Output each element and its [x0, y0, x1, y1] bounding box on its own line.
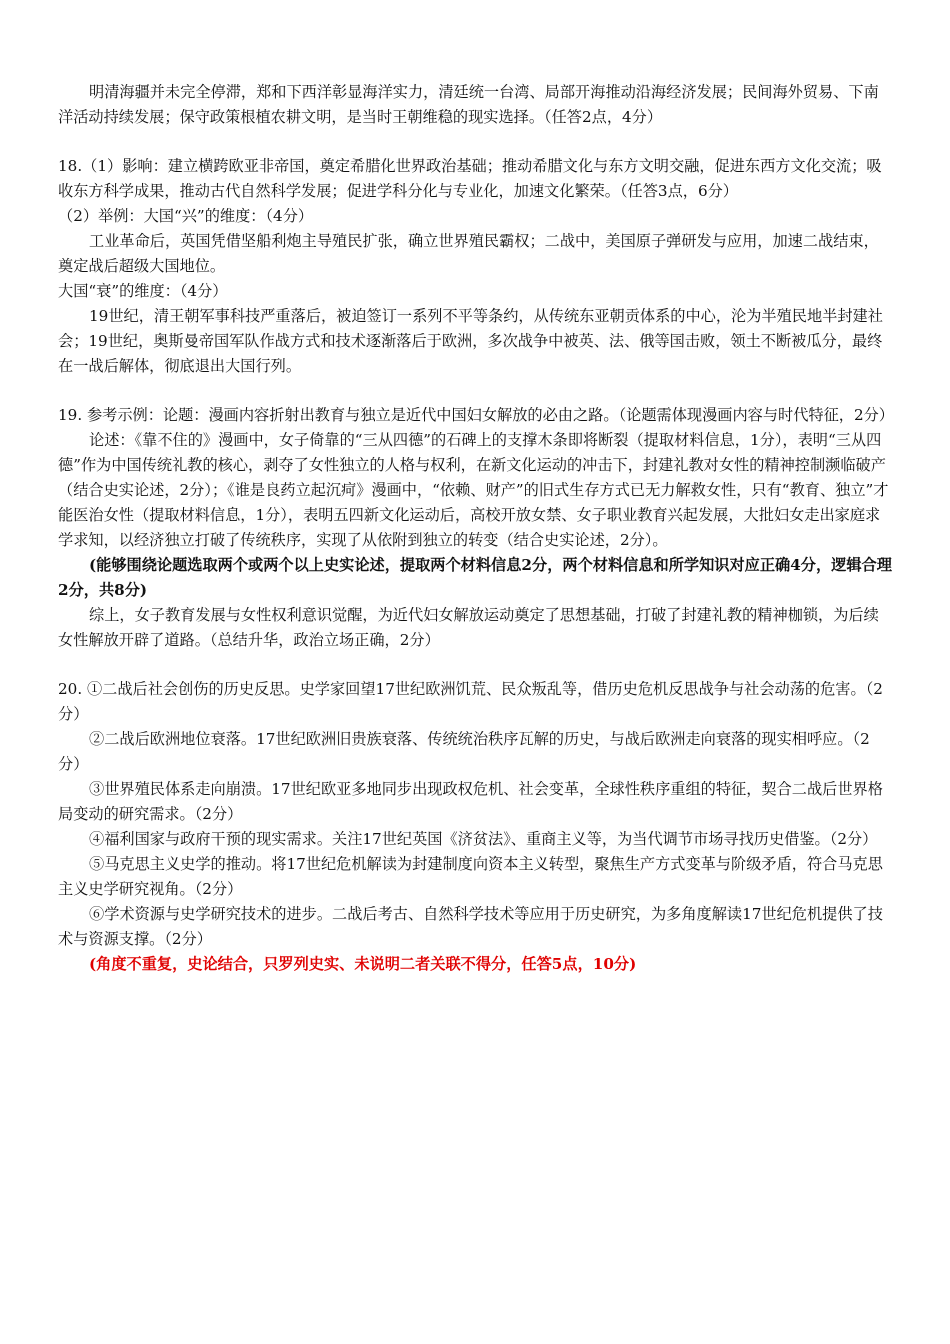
section19-argument: 论述：《靠不住的》漫画中，女子倚靠的“三从四德”的石碑上的支撑木条即将断裂（提取材料信息，1分），表明“三从四德”作为中国传统礼教的核心，剥夺了女性独立的人格与权利，在新文化运动的冲击下，封建礼教对女性的精神控制濒临破产（结合史实论述，2分）；《谁是良药立起沉疴》漫画中，“依赖、财产”的旧式生存方式已无力解救女性，只有“教育、独立”才能医治女性（提取材料信息，1分），表明五四新文化运动后，高校开放女禁、女子职业教育兴起发展，大批妇女走出家庭求学求知，以经济独立打破了传统秩序，实现了从依附到独立的转变（结合史实论述，2分）。: [58, 431, 889, 549]
section20-point2: ②二战后欧洲地位衰落。17世纪欧洲旧贵族衰落、传统统治秩序瓦解的历史，与战后欧洲走向衰落的现实相呼应。（2分）: [58, 730, 870, 773]
section20-point5: ⑤马克思主义史学的推动。将17世纪危机解读为封建制度向资本主义转型，聚焦生产方式变革与阶级矛盾，符合马克思主义史学研究视角。（2分）: [58, 855, 883, 898]
section20-point3: ③世界殖民体系走向崩溃。17世纪欧亚多地同步出现政权危机、社会变革，全球性秩序重组的特征，契合二战后世界格局变动的研究需求。（2分）: [58, 780, 883, 823]
answer-document: [58, 80, 892, 977]
section17-paragraph: 明清海疆并未完全停滞，郑和下西洋彰显海洋实力，清廷统一台湾、局部开海推动沿海经济发展；民间海外贸易、下南洋活动持续发展；保守政策根植农耕文明，是当时王朝维稳的现实选择。（任答2点，4分）: [58, 83, 879, 126]
section19-scoring-note: (能够围绕论题选取两个或两个以上史实论述，提取两个材料信息2分，两个材料信息和所学知识对应正确4分，逻辑合理2分，共8分): [58, 556, 892, 599]
section20-point4: ④福利国家与政府干预的现实需求。关注17世纪英国《济贫法》、重商主义等，为当代调节市场寻找历史借鉴。（2分）: [89, 830, 878, 848]
section20-scoring-note: (角度不重复，史论结合，只罗列史实、未说明二者关联不得分，任答5点，10分): [89, 955, 637, 973]
section18-part2-heading: （2）举例：大国“兴”的维度：（4分）: [58, 207, 314, 225]
spacer: [58, 130, 892, 154]
section18-rise-example: 工业革命后，英国凭借坚船利炮主导殖民扩张，确立世界殖民霸权；二战中，美国原子弹研发与应用，加速二战结束，奠定战后超级大国地位。: [58, 232, 879, 275]
section18-part1: 18.（1）影响：建立横跨欧亚非帝国，奠定希腊化世界政治基础；推动希腊文化与东方文明交融，促进东西方文化交流；吸收东方科学成果，推动古代自然科学发展；促进学科分化与专业化，加速文化繁荣。（任答3点，6分）: [58, 157, 882, 200]
spacer: [58, 653, 892, 677]
section19-conclusion: 综上，女子教育发展与女性权利意识觉醒，为近代妇女解放运动奠定了思想基础，打破了封建礼教的精神枷锁，为后续女性解放开辟了道路。（总结升华，政治立场正确，2分）: [58, 606, 879, 649]
section19-thesis: 19. 参考示例：论题：漫画内容折射出教育与独立是近代中国妇女解放的必由之路。（论题需体现漫画内容与时代特征，2分）: [58, 406, 894, 424]
section20-point1: 20. ①二战后社会创伤的历史反思。史学家回望17世纪欧洲饥荒、民众叛乱等，借历史危机反思战争与社会动荡的危害。（2分）: [58, 680, 883, 723]
section18-decline-heading: 大国“衰”的维度：（4分）: [58, 282, 228, 300]
spacer: [58, 379, 892, 403]
section20-point6: ⑥学术资源与史学研究技术的进步。二战后考古、自然科学技术等应用于历史研究，为多角度解读17世纪危机提供了技术与资源支撑。（2分）: [58, 905, 883, 948]
section18-decline-example: 19世纪，清王朝军事科技严重落后，被迫签订一系列不平等条约，从传统东亚朝贡体系的中心，沦为半殖民地半封建社会；19世纪，奥斯曼帝国军队作战方式和技术逐渐落后于欧洲，多次战争中被英、法、俄等国击败，领土不断被瓜分，最终在一战后解体，彻底退出大国行列。: [58, 307, 883, 375]
